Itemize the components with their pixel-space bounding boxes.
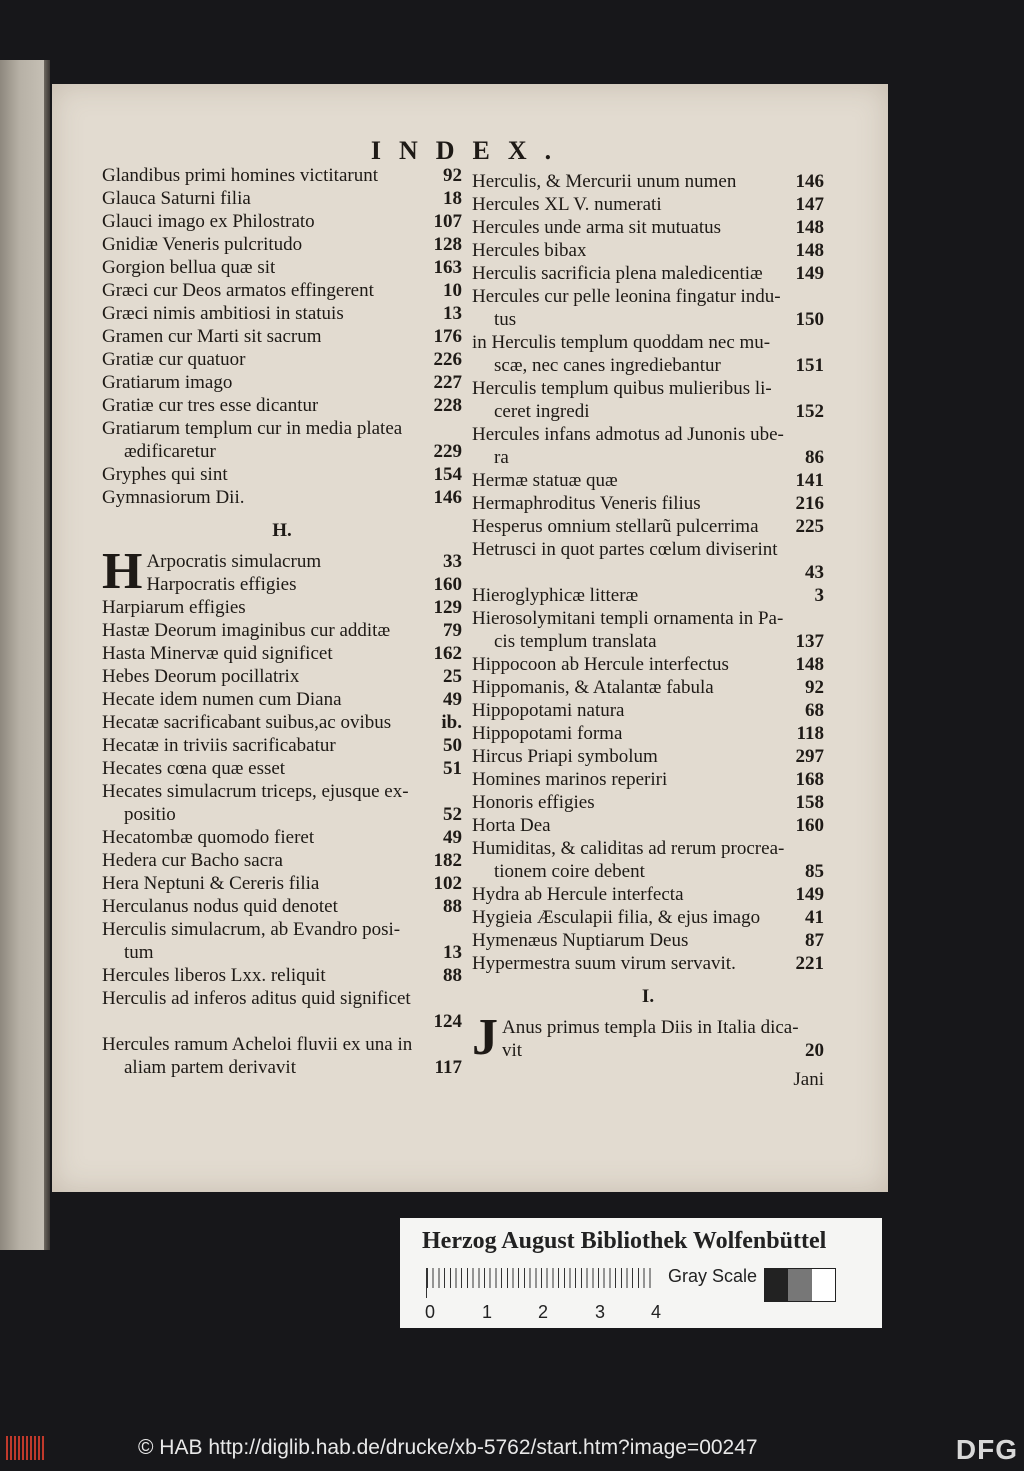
index-entry (102, 642, 462, 665)
index-term: Gratiarum templum cur in media platea (102, 418, 403, 439)
index-entry (146, 550, 462, 573)
index-term: Græci nimis ambitiosi in statuis (102, 303, 344, 324)
index-term: Hygieia Æsculapii filia, & ejus imago (472, 907, 761, 928)
page-number: 168 (795, 769, 824, 790)
index-entry (102, 665, 462, 688)
index-term: Anus primus templa Diis in Italia dica- (502, 1017, 799, 1038)
page-number: 229 (433, 441, 462, 462)
index-term: Hippopotami natura (472, 700, 625, 721)
hab-logo-icon (6, 1436, 46, 1460)
page-number: 228 (433, 395, 462, 416)
page-number: 149 (795, 263, 824, 284)
index-term-continued: ra (494, 447, 509, 468)
index-term: Hermaphroditus Veneris filius (472, 493, 701, 514)
index-entry (102, 964, 462, 987)
page-number: 146 (433, 487, 462, 508)
index-entry (472, 400, 824, 423)
index-entry (102, 302, 462, 325)
index-term: Humiditas, & caliditas ad rerum procrea- (472, 838, 785, 859)
index-term: Herculis simulacrum, ab Evandro posi- (102, 919, 401, 940)
color-ruler (400, 1218, 882, 1328)
index-term-continued: tionem coire debent (494, 861, 645, 882)
index-term: Hercules ramum Acheloi fluvii ex una in (102, 1034, 413, 1055)
page-number: 182 (433, 850, 462, 871)
index-entry (102, 233, 462, 256)
index-entry (472, 653, 824, 676)
index-entry (102, 164, 462, 187)
page-number: 297 (795, 746, 824, 767)
scanned-page (52, 84, 888, 1192)
section-heading-h: H. (272, 520, 292, 541)
index-entry (102, 757, 462, 780)
page-number: 86 (805, 447, 824, 468)
ruler-label: 2 (537, 1302, 548, 1322)
dfg-logo: DFG (955, 1434, 1018, 1465)
index-term: Arpocratis simulacrum (146, 551, 322, 572)
index-entry (472, 262, 824, 285)
index-term: Harpocratis effigies (146, 574, 297, 595)
index-term-continued: vit (502, 1040, 523, 1061)
index-term-continued: tus (494, 309, 517, 330)
page-number: 146 (795, 171, 824, 192)
left-index-column (102, 164, 462, 1079)
index-entry (472, 515, 824, 538)
index-term: Homines marinos reperiri (472, 769, 668, 790)
index-entry (102, 440, 462, 463)
index-entry (502, 1039, 824, 1062)
index-entry (472, 814, 824, 837)
index-term: Gratiæ cur tres esse dicantur (102, 395, 319, 416)
index-entry (102, 463, 462, 486)
index-entry (102, 688, 462, 711)
index-term: Hircus Priapi symbolum (472, 746, 658, 767)
index-entry (472, 239, 824, 262)
index-term: Hecatæ in triviis sacrificabatur (102, 735, 336, 756)
index-entry (472, 906, 824, 929)
index-entry (472, 308, 824, 331)
page-number: 51 (443, 758, 462, 779)
page-number: 18 (443, 188, 462, 209)
ruler-scale (426, 1268, 655, 1298)
index-entry (102, 210, 462, 233)
index-entry (102, 596, 462, 619)
index-term: Græci cur Deos armatos effingerent (102, 280, 374, 301)
index-entry (102, 734, 462, 757)
index-entry (472, 492, 824, 515)
page-number: 158 (795, 792, 824, 813)
page-number: 150 (795, 309, 824, 330)
page-number: 117 (434, 1057, 462, 1078)
index-entry (472, 860, 824, 883)
index-term: Hesperus omnium stellarũ pulcerrima (472, 516, 759, 537)
index-term: Hippopotami forma (472, 723, 623, 744)
previous-page-edge (0, 60, 50, 1250)
index-term: Hastæ Deorum imaginibus cur additæ (102, 620, 391, 641)
index-term: Glauci imago ex Philostrato (102, 211, 315, 232)
index-term: Gramen cur Marti sit sacrum (102, 326, 322, 347)
index-term: Gymnasiorum Dii. (102, 487, 245, 508)
index-entry (102, 619, 462, 642)
index-term: Hercules liberos Lxx. reliquit (102, 965, 326, 986)
page-number: 49 (443, 827, 462, 848)
index-entry (102, 895, 462, 918)
index-term: Hercules infans admotus ad Junonis ube- (472, 424, 784, 445)
index-entry (102, 849, 462, 872)
page-number: ib. (441, 712, 462, 733)
page-number: 147 (795, 194, 824, 215)
index-term: Hebes Deorum pocillatrix (102, 666, 300, 687)
page-number: 160 (795, 815, 824, 836)
index-entry (102, 256, 462, 279)
index-entry (472, 446, 824, 469)
index-term: Hypermestra suum virum servavit. (472, 953, 736, 974)
index-term: Hippomanis, & Atalantæ fabula (472, 677, 714, 698)
index-term: Hecate idem numen cum Diana (102, 689, 342, 710)
page-number: 13 (443, 942, 462, 963)
page-number: 162 (433, 643, 462, 664)
page-number: 149 (795, 884, 824, 905)
page-number: 148 (795, 240, 824, 261)
page-number: 141 (795, 470, 824, 491)
page-number: 79 (443, 620, 462, 641)
index-term: Hercules XL V. numerati (472, 194, 662, 215)
index-term: Hippocoon ab Hercule interfectus (472, 654, 729, 675)
index-term: Harpiarum effigies (102, 597, 246, 618)
section-heading-i: I. (641, 986, 655, 1007)
page-number: 129 (433, 597, 462, 618)
right-index-column (472, 170, 824, 1091)
index-entry (102, 187, 462, 210)
page-number: 163 (433, 257, 462, 278)
page-number: 124 (433, 1011, 462, 1032)
index-entry (102, 1056, 462, 1079)
page-number: 154 (433, 464, 462, 485)
index-entry (472, 676, 824, 699)
catchword: Jani (793, 1069, 824, 1090)
page-number: 87 (805, 930, 824, 951)
index-term: Hedera cur Bacho sacra (102, 850, 283, 871)
ruler-label: 3 (594, 1302, 605, 1322)
page-number: 92 (805, 677, 824, 698)
index-term: Herculis sacrificia plena maledicentiæ (472, 263, 763, 284)
index-term: Hecates simulacrum triceps, ejusque ex- (102, 781, 409, 802)
dropcap-entry (102, 543, 462, 600)
index-entry (472, 584, 824, 607)
drop-capital: H (102, 543, 143, 600)
index-term: Hasta Minervæ quid significet (102, 643, 333, 664)
index-term: Gorgion bellua quæ sit (102, 257, 276, 278)
page-number: 221 (795, 953, 824, 974)
index-entry (472, 745, 824, 768)
index-entry (102, 826, 462, 849)
index-term-continued: aliam partem derivavit (124, 1057, 296, 1078)
index-term: Horta Dea (472, 815, 551, 836)
index-entry (102, 941, 462, 964)
index-term: Herculis templum quibus mulieribus li- (472, 378, 772, 399)
index-entry (102, 348, 462, 371)
page-number: 227 (433, 372, 462, 393)
page-number: 128 (433, 234, 462, 255)
index-term: Hecatombæ quomodo fieret (102, 827, 315, 848)
page-number: 148 (795, 654, 824, 675)
index-entry (102, 711, 462, 734)
index-term: Glauca Saturni filia (102, 188, 251, 209)
page-number: 102 (433, 873, 462, 894)
index-term: Hecates cœna quæ esset (102, 758, 286, 779)
index-entry (472, 216, 824, 239)
index-term: Gratiæ cur quatuor (102, 349, 246, 370)
drop-capital: J (472, 1009, 498, 1066)
index-term-continued: ædificaretur (124, 441, 216, 462)
page-number: 160 (433, 574, 462, 595)
index-term: Hymenæus Nuptiarum Deus (472, 930, 689, 951)
index-entry (472, 952, 824, 975)
index-entry (146, 573, 462, 596)
page-number: 20 (805, 1040, 824, 1061)
ruler-label: 4 (650, 1302, 661, 1322)
page-number: 176 (433, 326, 462, 347)
index-entry (102, 394, 462, 417)
index-term-continued: positio (124, 804, 176, 825)
page-number: 52 (443, 804, 462, 825)
index-entry (472, 193, 824, 216)
index-term: Hera Neptuni & Cereris filia (102, 873, 320, 894)
ruler-label: 0 (424, 1302, 435, 1322)
page-number: 152 (795, 401, 824, 422)
page-number: 41 (805, 907, 824, 928)
page-number: 88 (443, 965, 462, 986)
page-number: 68 (805, 700, 824, 721)
index-term: Honoris effigies (472, 792, 595, 813)
page-number: 137 (795, 631, 824, 652)
page-number: 49 (443, 689, 462, 710)
index-entry (472, 791, 824, 814)
page-number: 226 (433, 349, 462, 370)
page-number: 92 (443, 165, 462, 186)
page-number: 13 (443, 303, 462, 324)
page-header: INDEX. (370, 136, 570, 165)
page-number: 118 (796, 723, 824, 744)
page-number: 88 (443, 896, 462, 917)
page-number: 33 (443, 551, 462, 572)
index-entry (472, 699, 824, 722)
index-term: Hetrusci in quot partes cœlum diviserint (472, 539, 778, 560)
ruler-title: Herzog August Bibliothek Wolfenbüttel (422, 1228, 827, 1254)
dropcap-entry (472, 1009, 824, 1066)
index-entry (472, 354, 824, 377)
index-term: in Herculis templum quoddam nec mu- (472, 332, 771, 353)
index-term-continued: ceret ingredi (494, 401, 590, 422)
index-term: Hecatæ sacrificabant suibus,ac ovibus (102, 712, 392, 733)
index-entry (472, 722, 824, 745)
index-term: Glandibus primi homines victitarunt (102, 165, 378, 186)
index-term-continued: tum (124, 942, 154, 963)
index-entry (102, 803, 462, 826)
index-term: Gnidiæ Veneris pulcritudo (102, 234, 303, 255)
index-entry (102, 872, 462, 895)
index-term: Hercules bibax (472, 240, 587, 261)
index-term-continued: cis templum translata (494, 631, 657, 652)
gray-scale-swatch (764, 1268, 836, 1302)
page-number: 43 (805, 562, 824, 583)
index-entry (472, 630, 824, 653)
index-entry (102, 325, 462, 348)
index-entry (472, 768, 824, 791)
page-number: 3 (814, 585, 824, 606)
index-term: Hercules cur pelle leonina fingatur indu- (472, 286, 781, 307)
page-number: 107 (433, 211, 462, 232)
index-entry (472, 929, 824, 952)
page-number: 25 (443, 666, 462, 687)
page-number: 151 (795, 355, 824, 376)
index-term: Herculis ad inferos aditus quid significet (102, 988, 411, 1009)
index-entry (472, 170, 824, 193)
footer-copyright[interactable]: © HAB http://diglib.hab.de/drucke/xb-5762/start.htm?image=00247 (138, 1436, 758, 1459)
index-term: Hermæ statuæ quæ (472, 470, 618, 491)
page-number: 148 (795, 217, 824, 238)
footer-bar (0, 1434, 1024, 1464)
ruler-label: 1 (481, 1302, 492, 1322)
gray-scale-label: Gray Scale (668, 1266, 758, 1286)
index-term: Gratiarum imago (102, 372, 233, 393)
page-number: 216 (795, 493, 824, 514)
page-number: 225 (795, 516, 824, 537)
index-term: Hydra ab Hercule interfecta (472, 884, 684, 905)
index-term: Herculanus nodus quid denotet (102, 896, 338, 917)
index-term: Hercules unde arma sit mutuatus (472, 217, 722, 238)
index-entry (102, 486, 462, 509)
index-term: Hieroglyphicæ litteræ (472, 585, 639, 606)
index-term: Gryphes qui sint (102, 464, 228, 485)
book-spine (44, 60, 50, 1250)
index-entry (102, 279, 462, 302)
index-entry (472, 469, 824, 492)
page-number: 50 (443, 735, 462, 756)
page-number: 10 (443, 280, 462, 301)
index-term-continued: scæ, nec canes ingrediebantur (494, 355, 721, 376)
page-number: 85 (805, 861, 824, 882)
index-term: Hierosolymitani templi ornamenta in Pa- (472, 608, 784, 629)
index-term: Herculis, & Mercurii unum numen (472, 171, 737, 192)
index-entry (472, 883, 824, 906)
index-entry (102, 371, 462, 394)
